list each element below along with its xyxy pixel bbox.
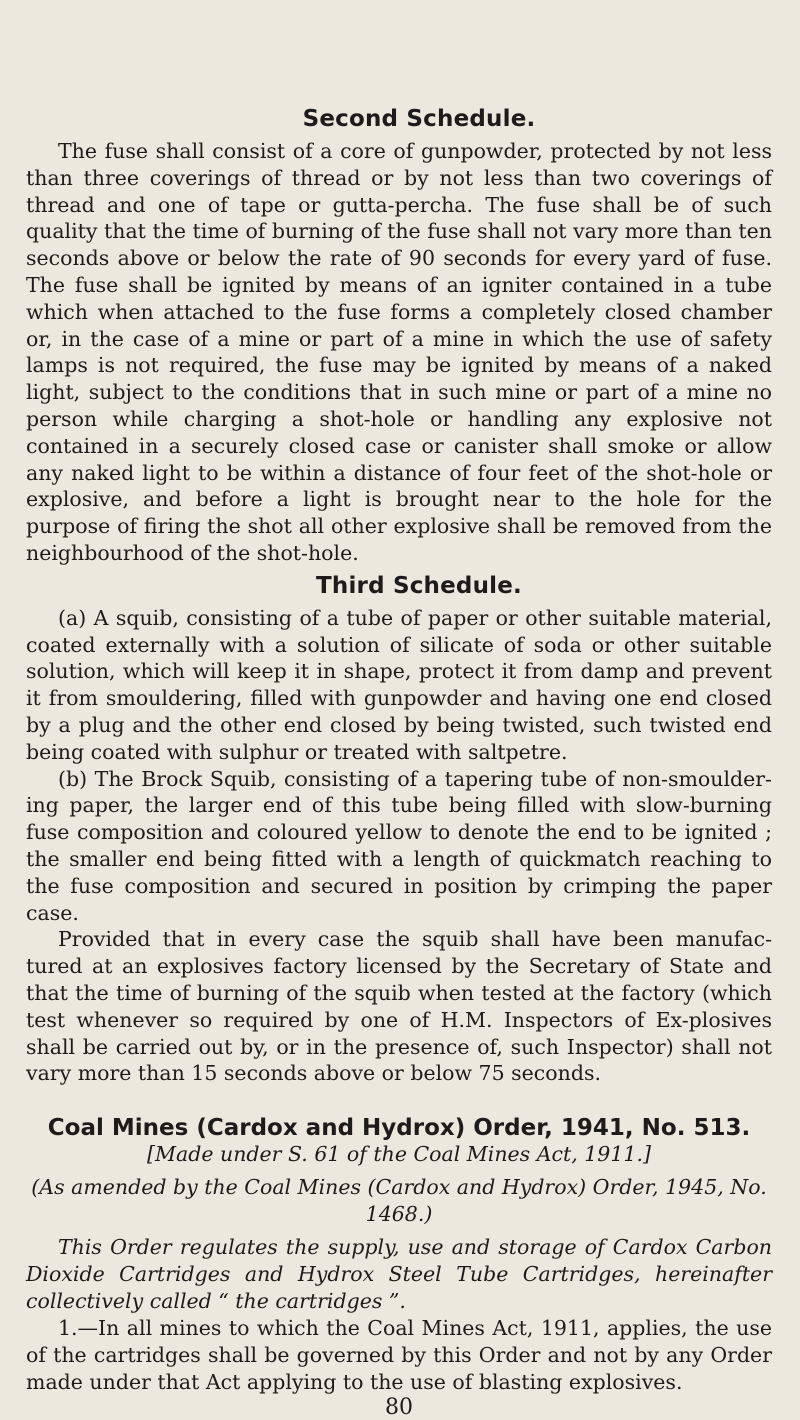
third-schedule-proviso: Provided that in every case the squib shall have been manufac-tured at an explosives factory licensed by the Secretary of State and that the time of burning of the squib when tested at the factory (which test whenever so required by one of H.M. Inspectors of Ex-plosives shall be carried out by, or in the presence of, such Inspector) shall not vary more than 15 seconds above or below 75 seconds. xyxy=(26,927,772,1086)
order-title: Coal Mines (Cardox and Hydrox) Order, 1941, No. 513. xyxy=(47,1115,751,1142)
order-section-1: 1.—In all mines to which the Coal Mines Act, 1911, applies, the use of the cartridges shall be governed by this Order and not by any Order made under that Act applying to the use of blasting explosives. xyxy=(26,1316,772,1394)
order-made-under: [Made under S. 61 of the Coal Mines Act, 1911.] xyxy=(147,1142,651,1167)
third-schedule-para-b: (b) The Brock Squib, consisting of a tapering tube of non-smoulder-ing paper, the larger end of this tube being filled with slow-burning fuse composition and coloured yellow to denote the end to be ignited ; the smaller end being fitted with a length of quickmatch reaching to the fuse composition and secured in position by crimping the paper case. xyxy=(26,766,772,925)
second-schedule-title: Second Schedule. xyxy=(302,106,536,132)
order-regulates: This Order regulates the supply, use and storage of Cardox Carbon Dioxide Cartridges and Hydrox Steel Tube Cartridges, hereinafter collectively called “ the cartridges ”. xyxy=(26,1235,772,1314)
page-number: 80 xyxy=(385,1395,413,1420)
third-schedule-para-a: (a) A squib, consisting of a tube of paper or other suitable material, coated externally with a solution of silicate of soda or other suitable solution, which will keep it in shape, protect it from damp and prevent it from smouldering, filled with gunpowder and having one end closed by a plug and the other end closed by being twisted, such twisted end being coated with sulphur or treated with saltpetre. xyxy=(26,605,772,764)
order-amended: (As amended by the Coal Mines (Cardox and Hydrox) Order, 1945, No. 1468.) xyxy=(31,1175,767,1227)
second-schedule-paragraph: The fuse shall consist of a core of gunpowder, protected by not less than three coverings of thread or by not less than two coverings of thread and one of tape or gutta-percha. The fuse shall be of such quality that the time of burning of the fuse shall not vary more than ten seconds above or below the rate of 90 seconds for every yard of fuse. The fuse shall be ignited by means of an igniter contained in a tube which when attached to the fuse forms a completely closed chamber or, in the case of a mine or part of a mine in which the use of safety lamps is not required, the fuse may be ignited by means of a naked light, subject to the conditions that in such mine or part of a mine no person while charging a shot-hole or handling any explosive not contained in a securely closed case or canister shall smoke or allow any naked light to be within a distance of four feet of the shot-hole or explosive, and before a light is brought near to the hole for the purpose of firing the shot all other explosive shall be removed from the neighbourhood of the shot-hole. xyxy=(26,139,772,565)
third-schedule-title: Third Schedule. xyxy=(316,572,522,599)
